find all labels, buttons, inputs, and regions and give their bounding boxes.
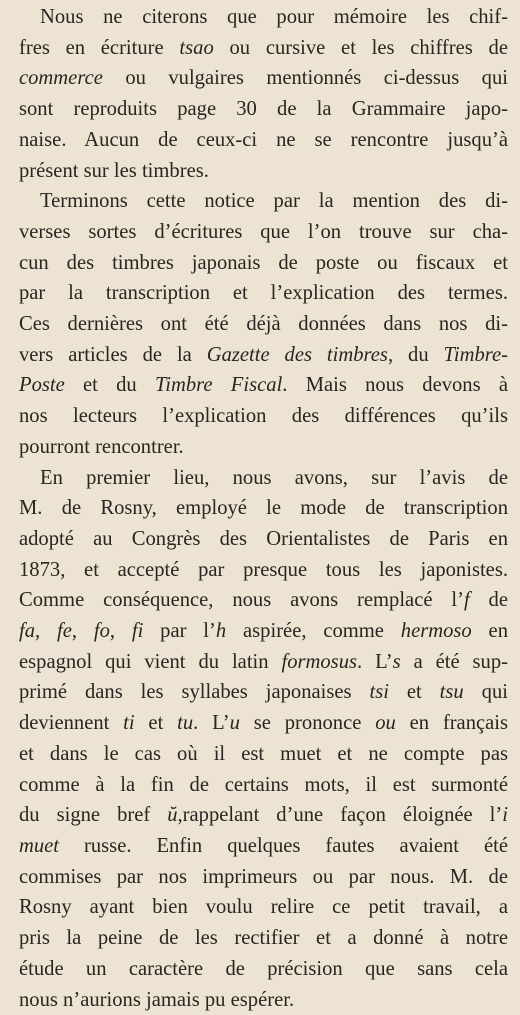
text-line [19,616,508,647]
text-run: vers articles de la [19,344,207,366]
text-run: russe. Enfin quelques fautes avaient été [59,835,508,857]
text-run: ou cursive et les chiffres de [214,37,508,59]
text-line [19,770,508,801]
italic-text: u [230,712,240,734]
italic-text: Poste [19,374,65,396]
italic-text: hermoso [401,620,472,642]
text-line [19,985,508,1015]
text-line [19,923,508,954]
text-line [19,800,508,831]
italic-text: ti [123,712,134,734]
text-run: . L’ [193,712,230,734]
italic-text: formosus [281,651,357,673]
text-run: adopté au Congrès des Orientalistes de Paris en [19,528,508,550]
text-line [19,94,508,125]
text-run: M. de Rosny, employé le mode de transcription [19,497,508,519]
text-run: en français [396,712,508,734]
text-line [19,432,508,463]
text-line [19,63,508,94]
italic-text: fe [57,620,72,642]
text-run: sont reproduits page 30 de la Grammaire japo- [19,98,508,120]
text-run: nos lecteurs l’explication des différences qu’ils [19,405,508,427]
text-run: . Mais nous devons à [282,374,508,396]
text-run: nous n’aurions jamais pu espérer. [19,989,294,1011]
text-line [19,647,508,678]
text-run: Ces dernières ont été déjà données dans nos di- [19,313,508,335]
text-run: et dans le cas où il est muet et ne compte pas [19,743,508,765]
text-run: et [389,681,440,703]
text-line [19,493,508,524]
text-line [19,524,508,555]
text-line [19,370,508,401]
paragraph-1 [19,2,508,186]
text-run: . L’ [357,651,393,673]
italic-text: tsu [440,681,464,703]
text-run: étude un caractère de précision que sans cela [19,958,508,980]
text-line [19,33,508,64]
italic-text: Gazette des timbres [207,344,388,366]
text-line [19,217,508,248]
italic-text: Timbre Fiscal [155,374,282,396]
text-run: ou vulgaires mentionnés ci-dessus qui [103,67,508,89]
text-run: , du [388,344,444,366]
text-line [19,463,508,494]
text-run: de [470,589,508,611]
italic-text: f [464,589,470,611]
text-run: espagnol qui vient du latin [19,651,281,673]
text-run: En premier lieu, nous avons, sur l’avis de [40,467,508,489]
text-run: par l’ [143,620,216,642]
text-run: en [472,620,508,642]
text-run: se prononce [240,712,375,734]
text-run: a été sup- [401,651,508,673]
text-run: deviennent [19,712,123,734]
italic-text: i [502,804,508,826]
text-line [19,309,508,340]
text-run: , [72,620,94,642]
text-line [19,862,508,893]
italic-text: ou [375,712,396,734]
text-line [19,248,508,279]
italic-text: ŭ [167,804,177,826]
text-run: commises par nos imprimeurs ou par nous. M. de [19,866,508,888]
italic-text: s [393,651,401,673]
text-line [19,278,508,309]
text-run: Terminons cette notice par la mention des di- [40,190,508,212]
text-line [19,739,508,770]
text-run: 1873, et accepté par presque tous les japonistes. [19,559,508,581]
italic-text: fo [94,620,110,642]
italic-text: tsao [179,37,213,59]
text-body [19,2,508,1015]
text-run: Rosny ayant bien voulu relire ce petit travail, a [19,896,508,918]
text-run: cun des timbres japonais de poste ou fiscaux et [19,252,508,274]
text-run: pourront rencontrer. [19,436,184,458]
text-line [19,677,508,708]
text-run: , [110,620,132,642]
paragraph-2 [19,186,508,462]
italic-text: tu [177,712,193,734]
text-line [19,2,508,33]
italic-text: fa [19,620,35,642]
italic-text: h [216,620,226,642]
text-run: aspirée, comme [226,620,401,642]
text-run: naise. Aucun de ceux-ci ne se rencontre jusqu’à [19,129,508,151]
text-line [19,708,508,739]
italic-text: fi [132,620,143,642]
text-line [19,125,508,156]
text-run: ,rappelant d’une façon éloignée l’ [178,804,503,826]
text-run: et du [65,374,155,396]
text-line [19,401,508,432]
text-line [19,340,508,371]
text-run: qui [464,681,508,703]
italic-text: commerce [19,67,103,89]
text-line [19,585,508,616]
text-run: comme à la fin de certains mots, il est surmonté [19,774,508,796]
text-run: fres en écriture [19,37,179,59]
text-line [19,156,508,187]
text-run: et [135,712,178,734]
text-run: verses sortes d’écritures que l’on trouve sur cha- [19,221,508,243]
text-run: pris la peine de les rectifier et a donné à notre [19,927,508,949]
text-run: présent sur les timbres. [19,160,209,182]
italic-text: tsi [369,681,388,703]
text-line [19,954,508,985]
italic-text: Timbre- [444,344,508,366]
text-line [19,555,508,586]
paragraph-3 [19,463,508,1015]
text-run: Nous ne citerons que pour mémoire les chif- [40,6,508,28]
text-line [19,831,508,862]
text-run: primé dans les syllabes japonaises [19,681,369,703]
text-run: du signe bref [19,804,167,826]
text-run: , [35,620,57,642]
text-run: par la transcription et l’explication des termes. [19,282,508,304]
italic-text: muet [19,835,59,857]
text-line [19,186,508,217]
text-run: Comme conséquence, nous avons remplacé l’ [19,589,464,611]
